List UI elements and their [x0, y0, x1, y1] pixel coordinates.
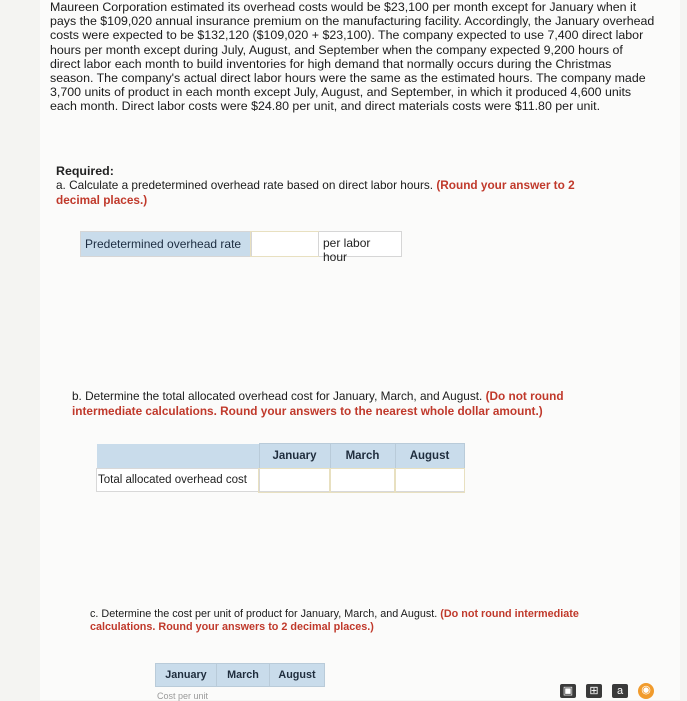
required-heading: Required: [56, 164, 114, 178]
col-august-c: August [270, 664, 325, 687]
col-march-c: March [217, 664, 270, 687]
allocated-overhead-table [96, 443, 465, 492]
taskbar-icons [560, 683, 654, 699]
overhead-rate-table [80, 231, 402, 264]
question-c-note: (Do not round intermediate calculations. Round your answers to 2 decimal places.) [90, 608, 579, 633]
col-january: January [259, 444, 330, 469]
question-b-note: (Do not round intermediate calculations. Round your answers to the nearest whole dollar amount.) [72, 389, 564, 418]
grid-icon[interactable]: ⊞ [586, 684, 602, 698]
col-august: August [395, 444, 464, 469]
cost-per-unit-label: Cost per unit [157, 691, 209, 701]
allocated-overhead-label: Total allocated overhead cost [97, 469, 260, 492]
january-overhead-input[interactable] [259, 469, 330, 492]
browser-icon[interactable]: ◉ [638, 683, 654, 699]
letter-a-icon[interactable]: a [612, 684, 628, 698]
worksheet-page [40, 0, 680, 700]
col-january-c: January [156, 664, 217, 687]
overhead-rate-label: Predetermined overhead rate [81, 232, 251, 256]
overhead-rate-unit: per labor hour [318, 232, 401, 256]
question-a-text: a. Calculate a predetermined overhead rate based on direct labor hours. [56, 178, 434, 192]
question-a-note: (Round your answer to 2 decimal places.) [56, 178, 575, 207]
overhead-rate-input[interactable] [251, 232, 318, 256]
august-overhead-input[interactable] [395, 469, 464, 492]
question-b-text: b. Determine the total allocated overhead cost for January, March, and August. [72, 389, 483, 403]
header-blank [97, 444, 260, 469]
question-a [56, 178, 616, 207]
question-c-text: c. Determine the cost per unit of product for January, March, and August. [90, 608, 438, 620]
image-icon[interactable]: ▣ [560, 684, 576, 698]
problem-statement: Maureen Corporation estimated its overhead costs would be $23,100 per month except for January when it pays the $109,020 annual insurance premium on the manufacturing facility. Accordingly, the January overhead costs were expected to be $132,120 ($109,020 + $23,100). The company expected to use 7,400 direct labor hours per month except during July, August, and September when the company expected 9,200 hours of direct labor each month to build inventories for high demand that normally occurs during the Christmas season. The company's actual direct labor hours were the same as the estimated hours. The company made 3,700 units of product in each month except July, August, and September, in which it produced 4,600 units each month. Direct labor costs were $24.80 per unit, and direct materials costs were $11.80 per unit. [50, 0, 655, 114]
cost-per-unit-table [155, 663, 325, 687]
col-march: March [330, 444, 395, 469]
question-c [90, 608, 610, 634]
march-overhead-input[interactable] [330, 469, 395, 492]
question-b [72, 389, 612, 418]
